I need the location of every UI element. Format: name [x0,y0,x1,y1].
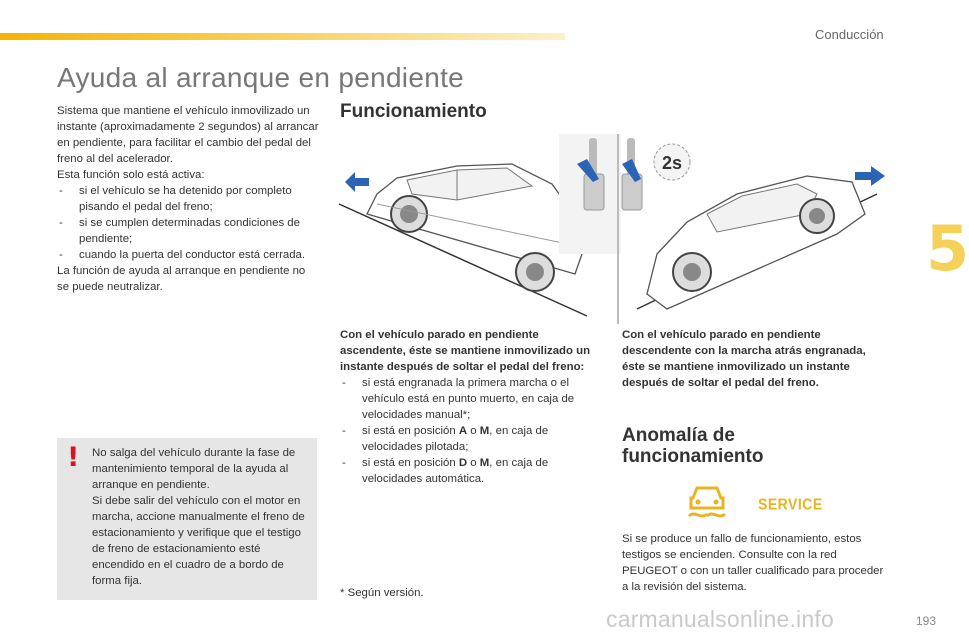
warning-line: Si debe salir del vehículo con el motor en marcha, accione manualmente el freno de estacionamiento y verifique que el testigo de freno de estacionamiento esté encendido en el cuadro de a bordo de forma fija. [92,495,305,587]
intro-text [57,103,319,295]
up-arrow-icon [345,172,369,192]
intro-paragraph: Sistema que mantiene el vehículo inmovilizado un instante (aproximadamente 2 segundos) al arrancar en pendiente, para facilitar el cambio del pedal del freno al del acelerador. [57,105,319,165]
warning-box [57,438,317,600]
uphill-lead: Con el vehículo parado en pendiente ascendente, éste se mantiene inmovilizado un instante después de soltar el pedal del freno: [340,329,591,373]
warning-text [92,445,314,589]
page-title: Ayuda al arranque en pendiente [57,62,465,93]
intro-note: La función de ayuda al arranque en pendiente no se puede neutralizar. [57,265,306,293]
header-accent-bar [0,33,565,40]
condition-list [57,183,319,263]
list-item: - si está en posición D o M, en caja de velocidades automática. [340,455,598,487]
footnote: * Según versión. [340,587,424,599]
chapter-number: 5 [926,212,969,285]
section-name: Conducción [815,27,884,42]
hill-start-illustration [337,134,897,324]
anomaly-paragraph: Si se produce un fallo de funcionamiento, estos testigos se encienden. Consulte con la red PEUGEOT o con un taller cualificado para proceder a la revisión del sistema. [622,533,884,593]
page-number: 193 [916,614,937,628]
list-item: - si se cumplen determinadas condiciones de pendiente; [57,215,319,247]
anomaly-text [622,531,887,595]
heading-funcionamiento: Funcionamiento [340,101,487,122]
watermark: carmanualsonline.info [606,606,834,632]
heading-anomalia: Anomalía de funcionamiento [622,425,764,467]
list-item: - si el vehículo se ha detenido por completo pisando el pedal del freno; [57,183,319,215]
warning-line: No salga del vehículo durante la fase de mantenimiento temporal de la ayuda al arranque en pendiente. [92,447,296,491]
uphill-list [340,375,598,487]
list-item: - si está en posición A o M, en caja de velocidades pilotada; [340,423,598,455]
pedal-illustration [559,134,642,324]
list-item: - si está engranada la primera marcha o el vehículo está en punto muerto, en caja de velocidades manual*; [340,375,598,423]
right-arrow-icon [855,166,885,186]
downhill-description: Con el vehículo parado en pendiente descendente con la marcha atrás engranada, éste se mantiene inmovilizado un instante después de soltar el pedal del freno. [622,329,866,389]
uphill-car-illustration [337,164,587,324]
downhill-car-illustration [637,176,877,324]
badge-text: 2s [661,153,683,173]
list-item: - cuando la puerta del conductor está cerrada. [57,247,319,263]
warning-icon: ! [67,442,80,473]
stability-warning-icon [683,480,743,522]
intro-condition-lead: Esta función solo está activa: [57,169,205,181]
timer-badge [654,144,690,180]
service-warning-icon: SERVICE [758,495,823,513]
uphill-description [340,327,598,487]
